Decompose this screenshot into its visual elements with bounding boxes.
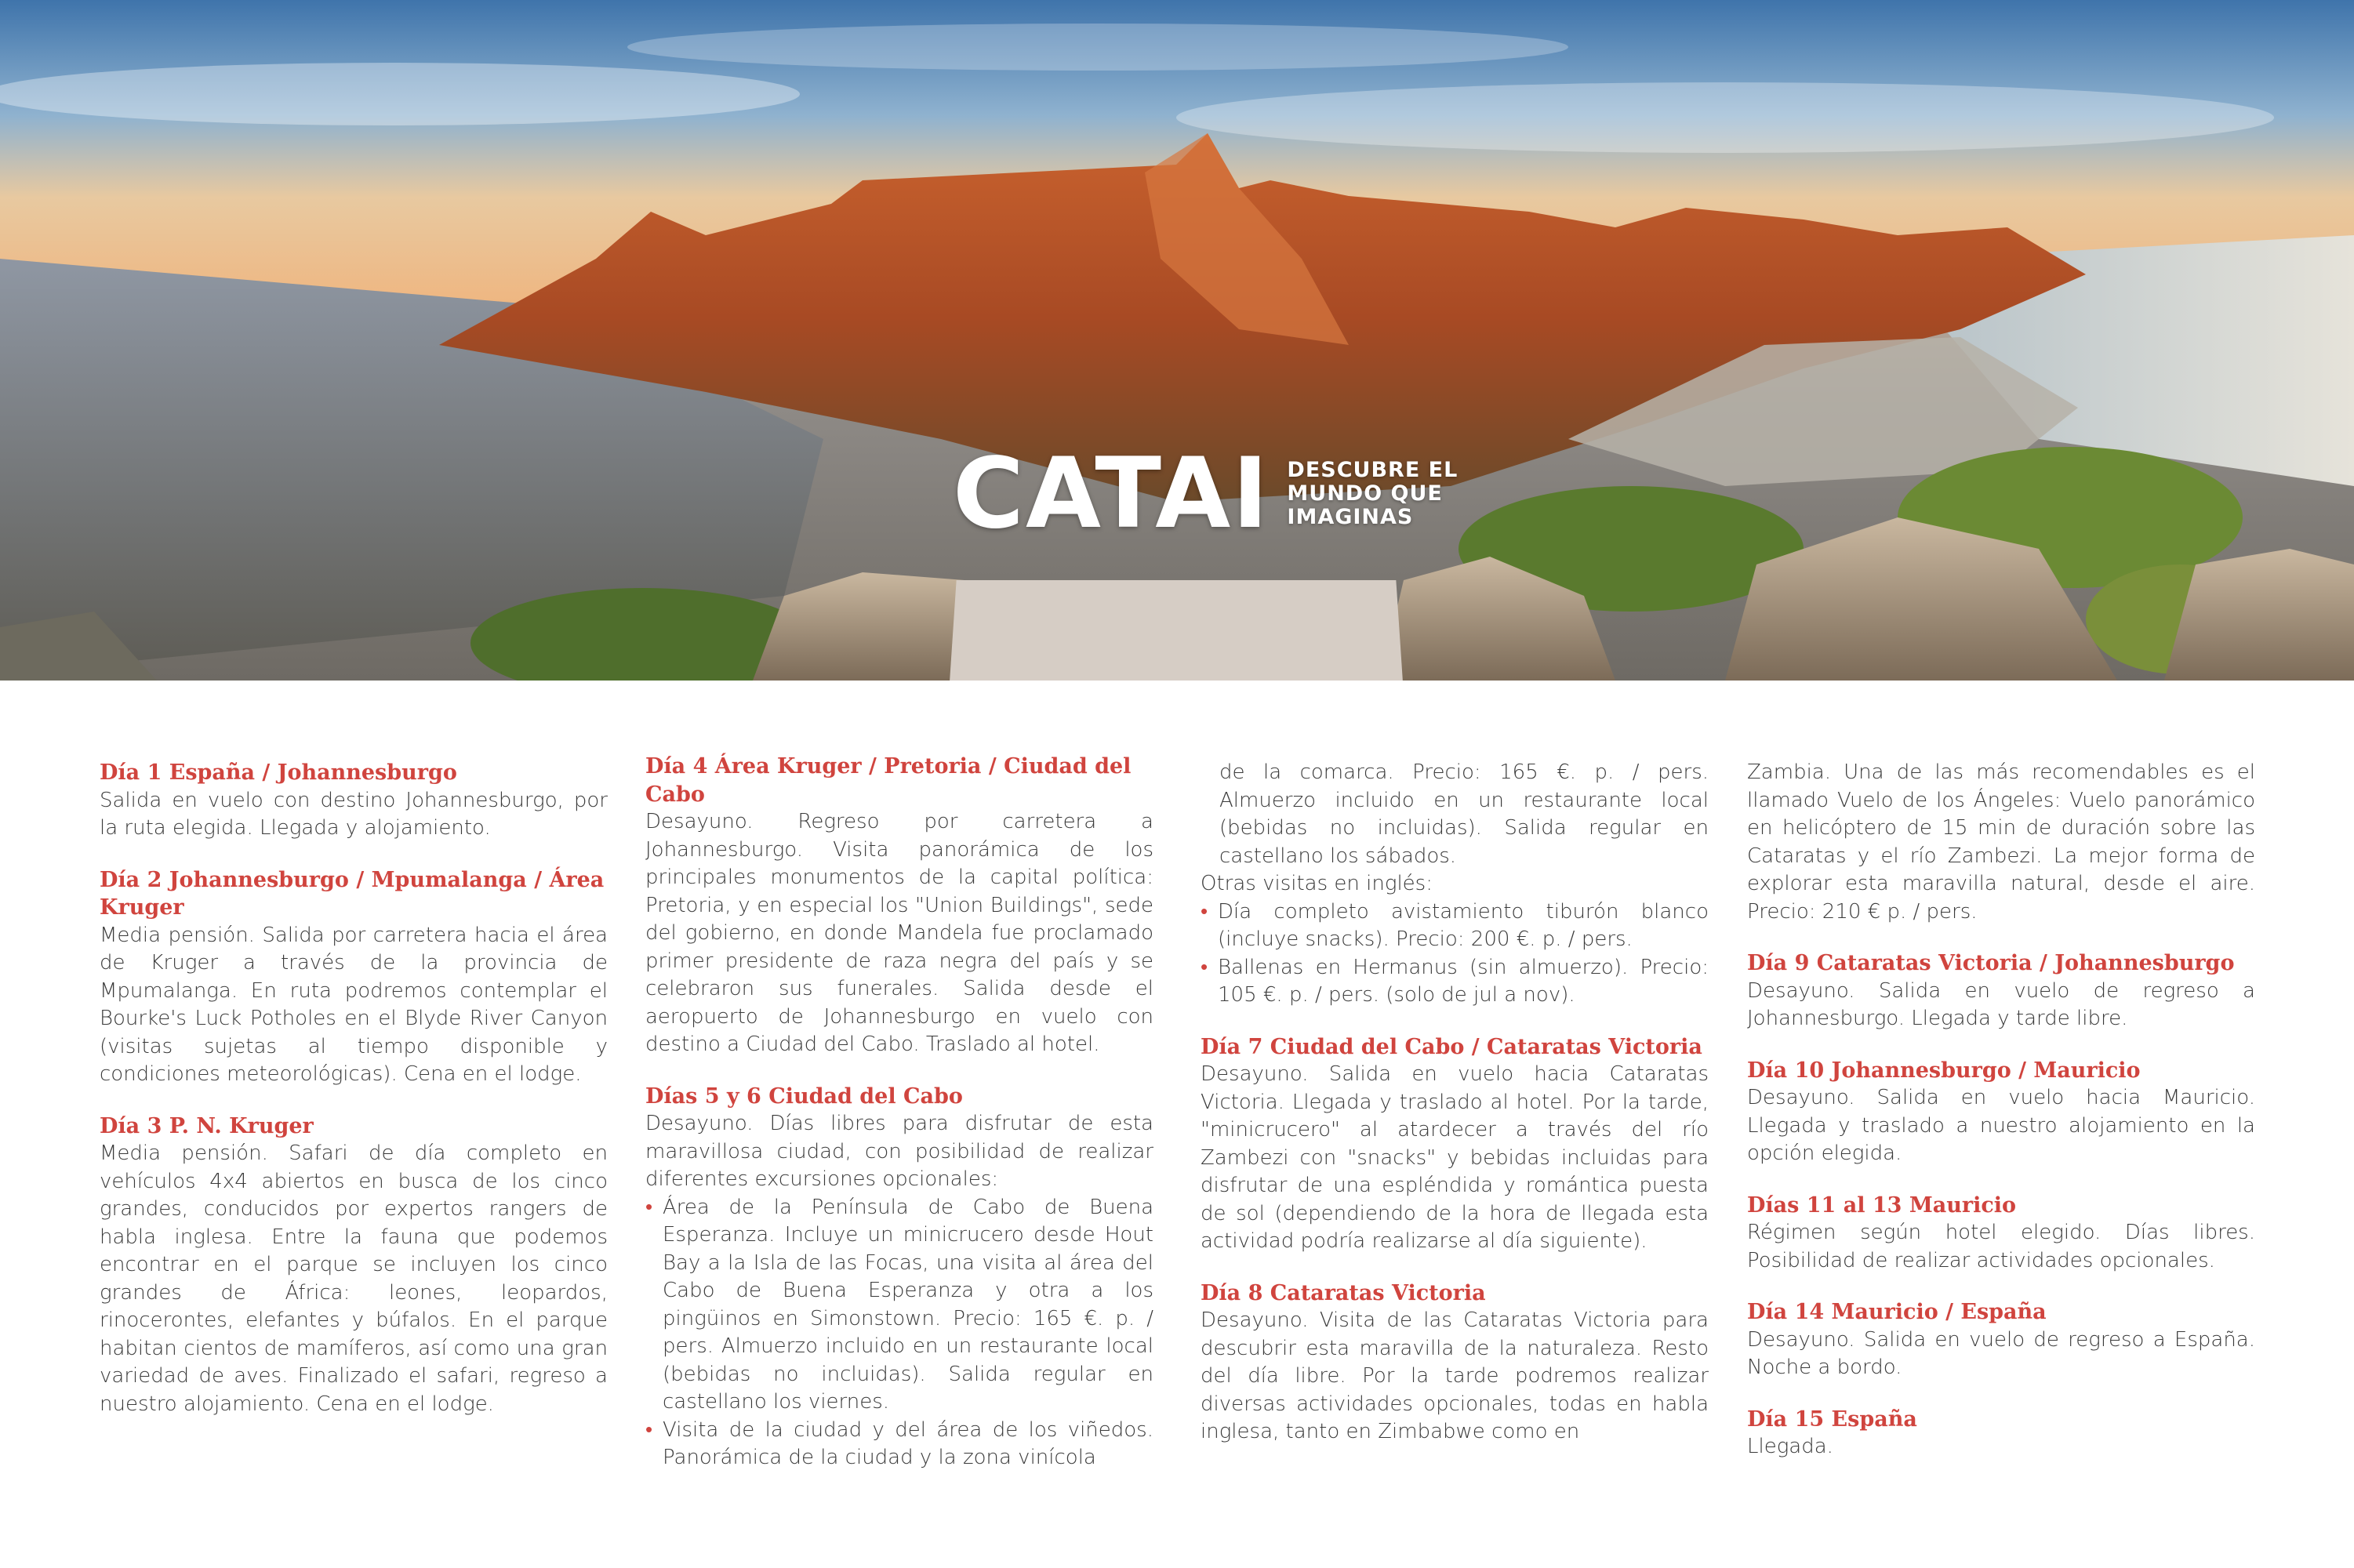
itinerary-column-3	[1201, 759, 1709, 1470]
itinerary-column-4	[1747, 759, 2255, 1485]
day-title: Día 10 Johannesburgo / Mauricio	[1747, 1058, 2141, 1083]
day-title: Día 7 Ciudad del Cabo / Cataratas Victoria	[1201, 1034, 1702, 1059]
day-title: Día 14 Mauricio / España	[1747, 1300, 2047, 1324]
day-description: Media pensión. Salida por carretera hacia el área de Kruger a través de la provincia de Mpumalanga. En ruta podremos contemplar el Bourke's Luck Potholes en el Blyde River Canyon (visitas sujetas al tiempo disponible y condiciones meteorológicas). Cena en el lodge.	[100, 923, 608, 1086]
continued-text: de la comarca. Precio: 165 €. p. / pers. Almuerzo incluido en un restaurante local (bebidas no incluidas). Salida regular en castellano los sábados.	[1219, 760, 1709, 868]
itinerary-column-2	[645, 753, 1153, 1496]
day-title: Día 9 Cataratas Victoria / Johannesburgo	[1747, 951, 2235, 975]
day-description: Desayuno. Salida en vuelo de regreso a España. Noche a bordo.	[1747, 1327, 2255, 1379]
day-title: Día 2 Johannesburgo / Mpumalanga / Área Kruger	[100, 867, 605, 920]
day-title: Día 1 España / Johannesburgo	[100, 760, 457, 785]
day-description: Desayuno. Salida en vuelo de regreso a Johannesburgo. Llegada y tarde libre.	[1747, 978, 2255, 1030]
list-item: • Visita de la ciudad y del área de los viñedos. Panorámica de la ciudad y la zona vinícola	[645, 1417, 1153, 1472]
day-description: Régimen según hotel elegido. Días libres. Posibilidad de realizar actividades opcionales.	[1747, 1221, 2255, 1272]
day-entry	[1747, 1192, 2255, 1276]
day-entry	[1747, 1298, 2255, 1382]
day-description: Salida en vuelo con destino Johannesburgo, por la ruta elegida. Llegada y alojamiento.	[100, 788, 608, 840]
day-description: Desayuno. Visita de las Cataratas Victoria para descubrir esta maravilla de la naturaleza. Resto del día libre. Por la tarde podremos realizar diversas actividades opcionales, todas en habla inglesa, tanto en Zimbabwe como en	[1201, 1308, 1709, 1443]
day-description: Desayuno. Regreso por carretera a Johannesburgo. Visita panorámica de los principales monumentos de la capital política: Pretoria, y en especial los "Union Buildings", sede del gobierno, en donde Mandela fue proclamado primer presidente de raza negra del país y se celebraron sus funerales. Salida desde el aeropuerto de Johannesburgo en vuelo con destino a Ciudad del Cabo. Traslado al hotel.	[645, 810, 1153, 1056]
day-description: Desayuno. Salida en vuelo hacia Mauricio. Llegada y traslado a nuestro alojamiento en la opción elegida.	[1747, 1086, 2255, 1165]
list-item: • Ballenas en Hermanus (sin almuerzo). Precio: 105 €. p. / pers. (solo de jul a nov).	[1201, 954, 1709, 1010]
day-entry	[1201, 1279, 1709, 1446]
day-entry	[645, 753, 1153, 1059]
optional-excursions-list	[645, 1194, 1153, 1472]
day-entry	[100, 1112, 608, 1419]
hero-banner	[0, 0, 2354, 681]
continued-entry	[1747, 759, 2255, 926]
cloud	[1176, 82, 2274, 153]
itinerary-column-1	[100, 759, 608, 1442]
day-entry	[100, 866, 608, 1089]
day-entry	[100, 759, 608, 843]
day-title: Día 8 Cataratas Victoria	[1201, 1280, 1486, 1305]
day-description: Llegada.	[1747, 1435, 1833, 1458]
brand-name: CATAI	[953, 437, 1270, 550]
list-item: • Área de la Península de Cabo de Buena Esperanza. Incluye un minicrucero desde Hout Bay a la Isla de las Focas, una visita al área del Cabo de Buena Esperanza y otra a los pingüinos en Simonstown. Precio: 165 €. p. / pers. Almuerzo incluido en un restaurante local (bebidas no incluidas). Salida regular en castellano los viernes.	[645, 1194, 1153, 1417]
day-title: Días 11 al 13 Mauricio	[1747, 1192, 2017, 1218]
day-description: Desayuno. Salida en vuelo hacia Cataratas Victoria. Llegada y traslado al hotel. Por la tarde, "minicrucero" al atardecer a través del río Zambezi con "snacks" y bebidas incluidas para disfrutar de una espléndida y romántica puesta de sol (dependiendo de la hora de llegada esta actividad podría realizarse al día siguiente).	[1201, 1062, 1709, 1253]
day-entry	[1747, 1057, 2255, 1168]
day-entry	[1201, 1033, 1709, 1256]
logo-plaque	[950, 580, 1403, 681]
day-description: Desayuno. Días libres para disfrutar de esta maravillosa ciudad, con posibilidad de realizar diferentes excursiones opcionales:	[645, 1112, 1153, 1191]
table-mountain-landscape	[0, 0, 2354, 681]
day-title: Día 3 P. N. Kruger	[100, 1113, 314, 1138]
english-visits-list	[1201, 898, 1709, 1010]
day-entry	[1747, 1406, 2255, 1461]
continued-text: Zambia. Una de las más recomendables es el llamado Vuelo de los Ángeles: Vuelo panorámico en helicóptero de 15 min de duración sobre las Cataratas y el río Zambezi. La mejor forma de explorar esta maravilla natural, desde el aire. Precio: 210 € p. / pers.	[1747, 760, 2255, 924]
cloud	[627, 24, 1568, 71]
day-entry	[645, 1083, 1153, 1472]
brand-tagline: DESCUBRE EL MUNDO QUE IMAGINAS	[1287, 458, 1459, 529]
day-description: Media pensión. Safari de día completo en vehículos 4x4 abiertos en busca de los cinco grandes, conducidos por expertos rangers de habla inglesa. Entre la fauna que podemos encontrar en el parque se incluyen los cinco grandes de África: leones, leopardos, rinocerontes, elefantes y búfalos. En el parque habitan cientos de mamíferos, así como una gran variedad de aves. Finalizado el safari, regreso a nuestro alojamiento. Cena en el lodge.	[100, 1142, 608, 1416]
day-title: Día 4 Área Kruger / Pretoria / Ciudad del Cabo	[645, 754, 1132, 807]
cloud	[0, 63, 800, 125]
day-title: Día 15 España	[1747, 1406, 1917, 1432]
list-item: • Día completo avistamiento tiburón blanco (incluye snacks). Precio: 200 €. p. / pers.	[1201, 898, 1709, 954]
other-visits-heading: Otras visitas en inglés:	[1201, 872, 1433, 895]
day-title: Días 5 y 6 Ciudad del Cabo	[645, 1083, 963, 1109]
day-entry	[1747, 949, 2255, 1033]
catai-logo	[953, 437, 1467, 550]
